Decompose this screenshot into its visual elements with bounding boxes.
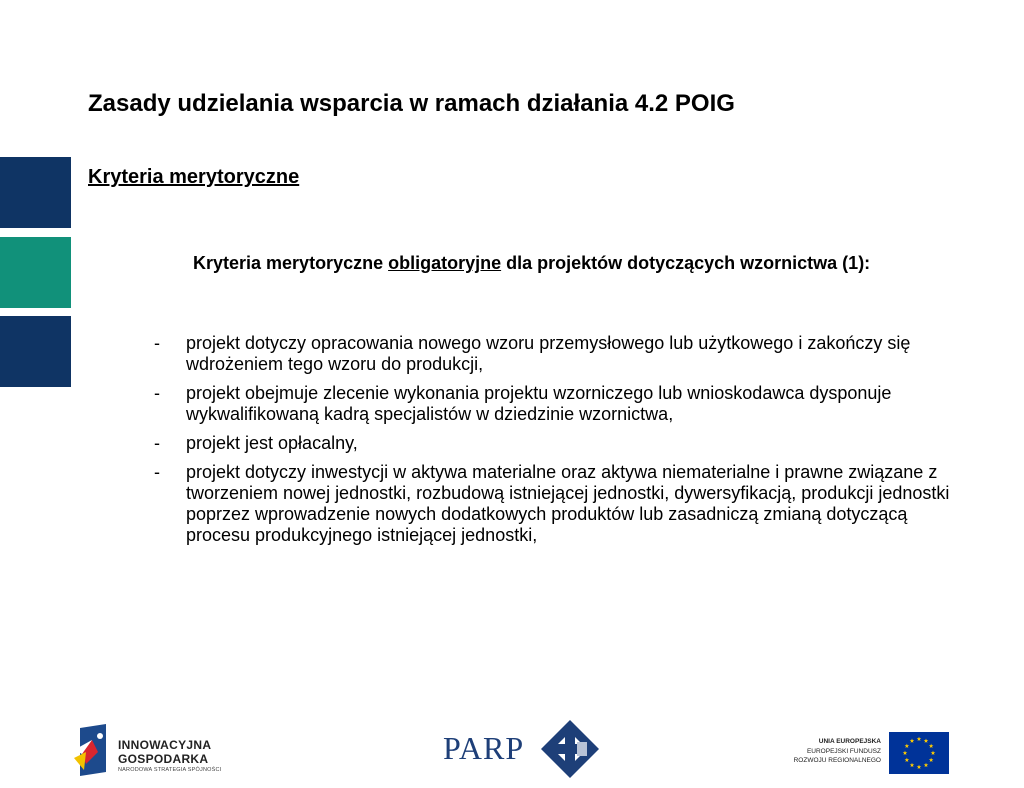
section-heading: Kryteria merytoryczne: [88, 166, 300, 188]
list-item: [150, 433, 950, 454]
intro-text-underlined: obligatoryjne: [388, 253, 502, 273]
list-dash: -: [154, 333, 160, 353]
list-item: [150, 462, 950, 546]
list-item: [150, 333, 950, 375]
intro-text-after: dla projektów dotyczących wzornictwa (1):: [501, 253, 871, 273]
list-item-text: projekt obejmuje zlecenie wykonania projektu wzorniczego lub wnioskodawca dysponuje wykwalifikowaną kadrą specjalistów w dziedzinie wzornictwa,: [186, 383, 892, 424]
eu-line2: EUROPEJSKI FUNDUSZ: [806, 748, 881, 755]
side-block-teal: [0, 237, 71, 308]
intro-text-before: Kryteria merytoryczne: [193, 253, 389, 273]
parp-diamond-icon: [539, 718, 601, 780]
side-block-navy-top: [0, 157, 71, 228]
parp-logo: [443, 718, 603, 782]
list-dash: -: [154, 383, 160, 403]
eu-line3: ROZWOJU REGIONALNEGO: [793, 757, 881, 764]
list-item-text: projekt jest opłacalny,: [186, 433, 358, 453]
innowacyjna-line2: GOSPODARKA: [118, 752, 209, 766]
list-item-text: projekt dotyczy opracowania nowego wzoru przemysłowego lub użytkowego i zakończy się wdrożeniem tego wzoru do produkcji,: [186, 333, 911, 374]
criteria-list: [150, 333, 950, 554]
side-block-navy-bottom: [0, 316, 71, 387]
innowacyjna-gospodarka-logo: [72, 722, 252, 778]
list-dash: -: [154, 433, 160, 453]
criteria-intro: [193, 249, 953, 277]
eu-flag-icon: [889, 732, 949, 774]
list-item: [150, 383, 950, 425]
parp-wordmark: PARP: [443, 730, 525, 766]
eu-line1: UNIA EUROPEJSKA: [818, 738, 881, 745]
list-item-text: projekt dotyczy inwestycji w aktywa materialne oraz aktywa niematerialne i prawne związane z tworzeniem nowej jednostki, rozbudową istniejącej jednostki, dywersyfikacją, produkcji jednostki poprzez wprowadzenie nowych dodatkowych produktów lub zasadniczą zmianą dotyczącą procesu produkcyjnego istniejącej jednostki,: [186, 462, 950, 545]
innowacyjna-line1: INNOWACYJNA: [118, 738, 212, 752]
innowacyjna-line3: NARODOWA STRATEGIA SPÓJNOŚCI: [118, 767, 222, 773]
eu-logo: [778, 730, 953, 776]
innowacyjna-emblem-icon: [72, 722, 114, 778]
slide-title: Zasady udzielania wsparcia w ramach działania 4.2 POIG: [88, 90, 735, 117]
list-dash: -: [154, 462, 160, 482]
